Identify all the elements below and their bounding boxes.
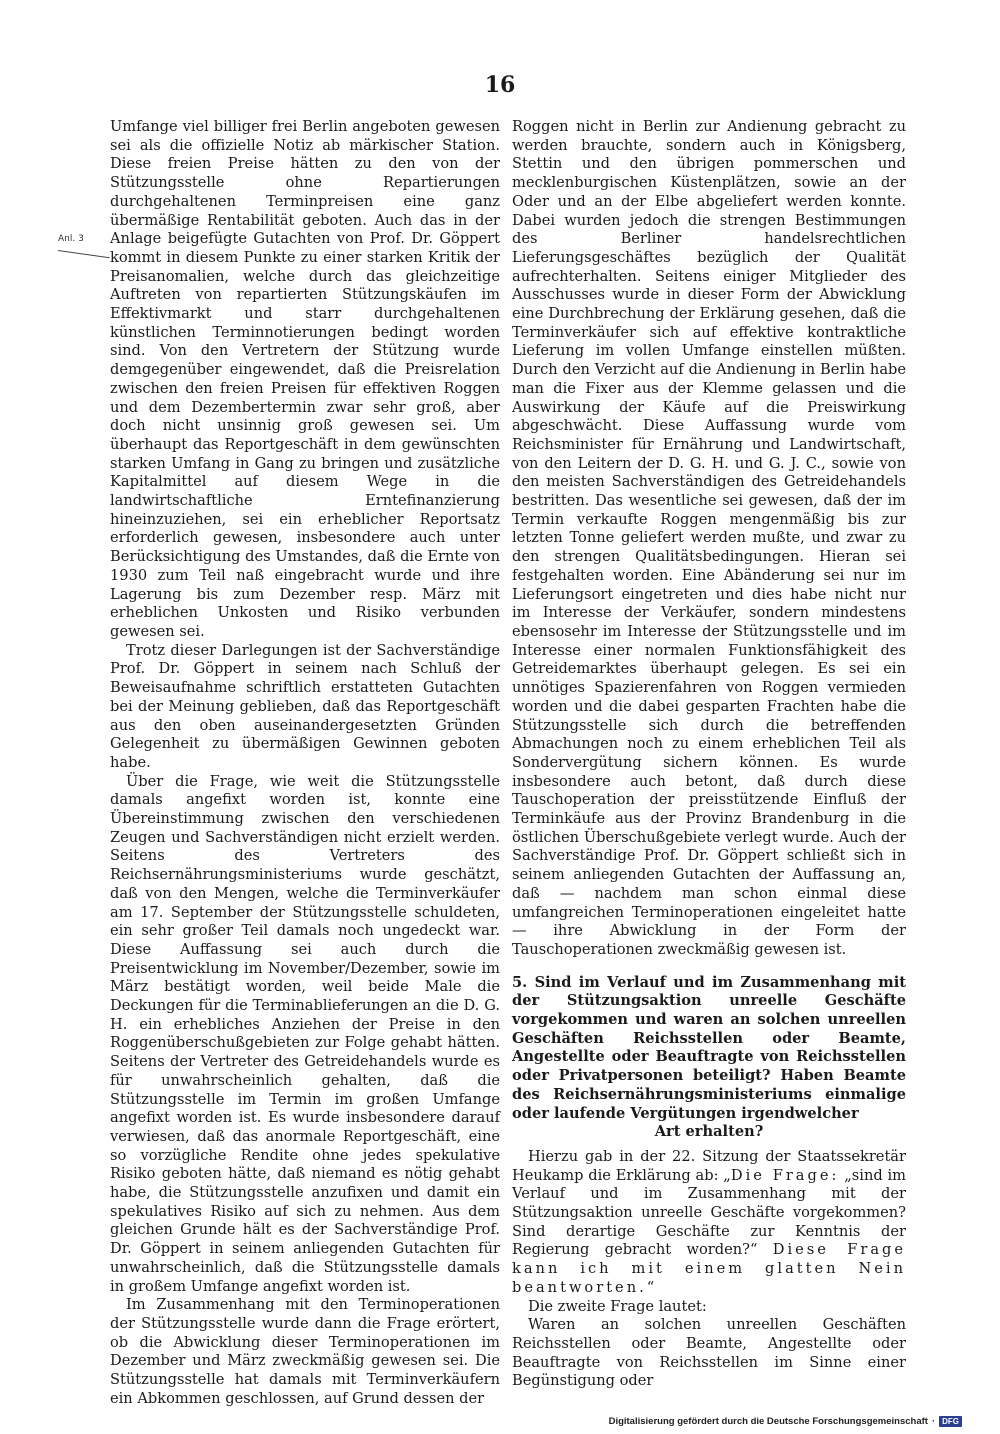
left-paragraph-2: Trotz dieser Darlegungen ist der Sachverständige Prof. Dr. Göppert in seinem nach Schluß der Beweisaufnahme schriftlich erstatteten Gutachten bei der Meinung geblieben, daß das Reportgeschäft aus den oben auseinandergesetzten Gründen Gelegenheit zu übermäßigen Gewinnen geboten habe. <box>110 641 500 771</box>
statement-spaced-1: Die Frage: <box>730 1166 840 1184</box>
statement-end: “ <box>646 1278 655 1296</box>
statement-mid: „sind im Verlauf und im Zusammenhang mit der Stützungsaktion unreelle Geschäfte vorgekommen? Sind derartige Geschäfte zur Kenntnis der Regierung gebracht worden?“ <box>512 1166 907 1259</box>
left-paragraph-1: Umfange viel billiger frei Berlin angeboten gewesen sei als die offizielle Notiz ab märkischer Station. Diese freien Preise hätten zu den von der Stützungsstelle ohne Repartierungen durchgehaltenen Terminpreisen eine ganz übermäßige Rentabilität geboten. Auch das in der Anlage beigefügte Gutachten von Prof. Dr. Göppert kommt in diesem Punkte zu einer starken Kritik der Preisanomalien, welche durch das gleichzeitige Auftreten von repartierten Stützungskäufen im Effektivmarkt und starr durchgehaltenen künstlichen Terminnotierungen bedingt worden sind. Von den Vertretern der Stützung wurde demgegenüber eingewendet, daß die Preisrelation zwischen den freien Preisen für effektiven Roggen und dem Dezembertermin zwar sehr groß, aber doch nicht unsinnig groß gewesen sei. Um überhaupt das Reportgeschäft in dem gewünschten starken Umfang in Gang zu bringen und zusätzliche Kapitalmittel auf diesem Wege in die landwirtschaftliche Erntefinanzierung hineinzuziehen, sei ein erheblicher Reportsatz erforderlich gewesen, insbesondere auch unter Berücksichtigung des Umstandes, daß die Ernte von 1930 zum Teil naß eingebracht wurde und ihre Lagerung bis zum Dezember resp. März mit erheblichen Unkosten und Risiko verbunden gewesen sei. <box>110 118 500 640</box>
left-paragraph-4: Im Zusammenhang mit den Terminoperationen der Stützungsstelle wurde dann die Frage erörtert, ob die Abwicklung dieser Terminoperationen im Dezember und März zweckmäßig gewesen sei. Die Stützungsstelle hat damals mit Terminverkäufern ein Abkommen geschlossen, auf Grund dessen der <box>110 1296 500 1407</box>
left-paragraph-3: Über die Frage, wie weit die Stützungsstelle damals angefixt worden ist, konnte eine Übereinstimmung zwischen den verschiedenen Zeugen und Sachverständigen nicht erzielt werden. Seitens des Vertreters des Reichsernährungsministeriums wurde geschätzt, daß von den Mengen, welche die Terminverkäufer am 17. September der Stützungsstelle schuldeten, ein sehr großer Teil damals noch ungedeckt war. Diese Auffassung sei auch durch die Preisentwicklung im November/Dezember, sowie im März bestätigt worden, weil beide Male die Deckungen für die Terminablieferungen an die D. G. H. ein erhebliches Anziehen der Preise in den Roggenüberschußgebieten zur Folge gehabt hätten. Seitens der Vertreter des Getreidehandels wurde es für unwahrscheinlich gehalten, daß die Stützungsstelle im Termin im großen Umfange angefixt worden ist. Es wurde insbesondere darauf verwiesen, daß das anormale Reportgeschäft, eine so vorzügliche Rendite ohne jedes spekulative Risiko geboten hätte, daß niemand es nötig gehabt habe, die Stützungsstelle anzufixen und damit ein spekulatives Risiko auf sich zu nehmen. Aus dem gleichen Grunde hält es der Sachverständige Prof. Dr. Göppert in seinem anliegenden Gutachten für unwahrscheinlich, daß die Stützungsstelle damals in großem Umfange angefixt worden ist. <box>110 772 500 1295</box>
second-question-intro: Die zweite Frage lautet: <box>528 1297 707 1315</box>
right-column <box>512 118 906 1391</box>
footer-text: Digitalisierung gefördert durch die Deutsche Forschungsgemeinschaft <box>608 1415 928 1427</box>
section-heading-5 <box>512 974 906 1142</box>
statement-start: Hierzu gab in der 22. Sitzung der Staatssekretär Heukamp die Erklärung ab: „ <box>512 1147 906 1184</box>
statement-spaced-2: Diese Frage kann ich mit einem glatten Nein beantworten. <box>512 1241 906 1296</box>
page-number: 16 <box>484 72 516 98</box>
second-question-text: Waren an solchen unreellen Geschäften Reichsstellen oder Beamte, Angestellte oder Beauftragte von Reichsstellen im Sinne einer Begünstigung oder <box>512 1316 906 1390</box>
right-paragraph-1: Roggen nicht in Berlin zur Andienung gebracht zu werden brauchte, sondern auch in Königsberg, Stettin und den übrigen pommerschen und mecklenburgischen Küstenplätzen, sowie an der Oder und an der Elbe abgeliefert werden konnte. Dabei wurden jedoch die strengen Bestimmungen des Berliner handelsrechtlichen Lieferungsgeschäftes bezüglich der Qualität aufrechterhalten. Seitens einiger Mitglieder des Ausschusses wurde in dieser Form der Abwicklung eine Durchbrechung der Erklärung gesehen, daß die Terminverkäufer sich auf effektive kontraktliche Lieferung im vollen Umfange einstellen müßten. Durch den Verzicht auf die Andienung in Berlin habe man die Fixer aus der Klemme gelassen und die Auswirkung der Käufe auf die Preiswirkung abgeschwächt. Diese Auffassung wurde vom Reichsminister für Ernährung und Landwirtschaft, von den Leitern der D. G. H. und G. J. C., sowie von den meisten Sachverständigen des Getreidehandels bestritten. Das wesentliche sei gewesen, daß der im Termin verkaufte Roggen mengenmäßig bis zur letzten Tonne geliefert werden mußte, und zwar zu den strengen Qualitätsbedingungen. Hieran sei festgehalten worden. Eine Abänderung sei nur im Lieferungsort eingetreten und dies habe nicht nur im Interesse der Verkäufer, sondern mindestens ebensosehr im Interesse der Stützungsstelle und im Interesse einer normalen Funktionsfähigkeit des Getreidemarktes überhaupt gelegen. Es sei ein unnötiges Spazierenfahren von Roggen vermieden worden und die dabei gesparten Frachten habe die Stützungsstelle sich durch die betreffenden Abmachungen noch zu einem erheblichen Teil als Sondervergütung sichern können. Es wurde insbesondere auch betont, daß durch diese Tauschoperation der preisstützende Einfluß der Terminkäufe aus der Provinz Brandenburg in die östlichen Überschußgebiete verlegt wurde. Auch der Sachverständige Prof. Dr. Göppert schließt sich in seinem anliegenden Gutachten der Auffassung an, daß — nachdem man schon einmal diese umfangreichen Terminoperationen eingeleitet hatte — ihre Abwicklung in der Form der Tauschoperationen zweckmäßig gewesen ist. <box>512 118 906 958</box>
footer-credit <box>609 1414 962 1428</box>
dfg-logo-icon: DFG <box>939 1416 962 1427</box>
statement-paragraph <box>512 1148 906 1298</box>
footer-separator: · <box>931 1415 936 1427</box>
section-heading-text: 5. Sind im Verlauf und im Zusammenhang mit der Stützungsaktion unreelle Geschäfte vorgekommen und waren an solchen unreellen Geschäften Reichsstellen oder Beamte, Angestellte oder Beauftragte von Reichsstellen oder Privatpersonen beteiligt? Haben Beamte des Reichsernährungsministeriums einmalige oder laufende Vergütungen irgendwelcher <box>512 973 906 1122</box>
left-column <box>110 118 500 1409</box>
section-heading-last-line: Art erhalten? <box>654 1123 764 1141</box>
margin-note-line <box>58 250 110 258</box>
margin-note: Anl. 3 <box>58 234 84 244</box>
